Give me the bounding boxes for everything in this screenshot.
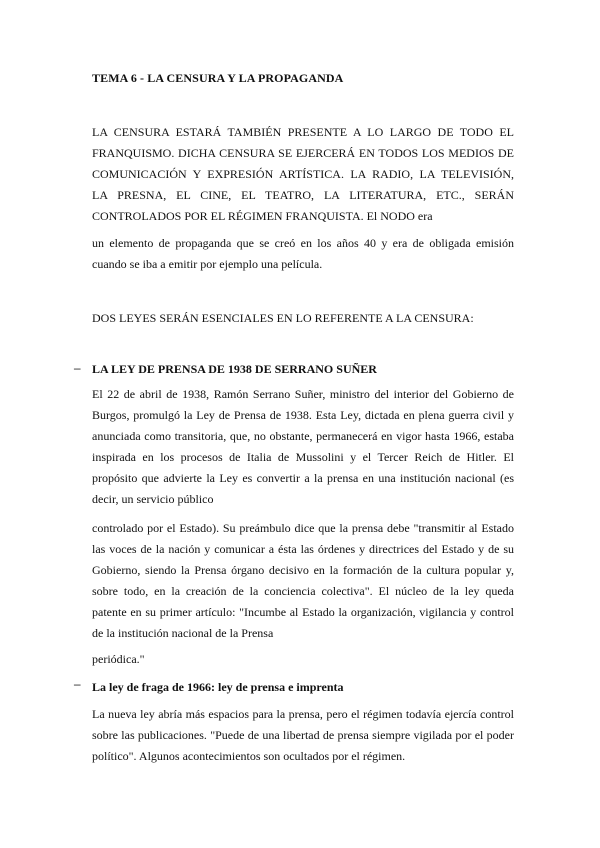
leyes-intro (92, 308, 514, 329)
ley2-paragraph (92, 704, 514, 767)
ley1-paragraph-3 (92, 649, 514, 670)
text-line: político". Algunos acontecimientos son ocultados por el régimen. (92, 749, 406, 763)
text-line: de la institución nacional de la Prensa (92, 626, 274, 640)
text-line: COMUNICACIÓN Y EXPRESIÓN ARTÍSTICA. LA RADIO, LA TELEVISIÓN, (92, 167, 514, 181)
ley1-paragraph-1 (92, 384, 514, 510)
ley1-paragraph-2 (92, 518, 514, 644)
text-line: propósito que advierte la Ley es convertir a la prensa en una institución nacional (es (92, 471, 514, 485)
text-line: LA PRESNA, EL CINE, EL TEATRO, LA LITERATURA, ETC., SERÁN (92, 188, 514, 202)
text-line: El 22 de abril de 1938, Ramón Serrano Suñer, ministro del interior del Gobierno de (92, 387, 514, 401)
text-line: las voces de la nación y comunicar a ésta las órdenes y directrices del Estado y de su (92, 542, 514, 556)
text-line: DOS LEYES SERÁN ESENCIALES EN LO REFERENTE A LA CENSURA: (92, 311, 474, 325)
bullet-dash: – (74, 676, 81, 691)
text-line: FRANQUISMO. DICHA CENSURA SE EJERCERÁ EN TODOS LOS MEDIOS DE (92, 146, 514, 160)
text-line: LA CENSURA ESTARÁ TAMBIÉN PRESENTE A LO LARGO DE TODO EL (92, 125, 514, 139)
text-line: anunciada como transitoria, que, no obstante, permanecerá en vigor hasta 1966, estaba (92, 429, 514, 443)
bullet-dash: – (74, 360, 81, 375)
text-line: La nueva ley abría más espacios para la prensa, pero el régimen todavía ejercía control (92, 707, 514, 721)
text-line: inspirada en los procesos de Italia de Mussolini y el Tercer Reich de Hitler. El (92, 450, 514, 464)
text-line: decir, un servicio público (92, 492, 214, 506)
ley1-heading: LA LEY DE PRENSA DE 1938 DE SERRANO SUÑER (92, 362, 377, 376)
text-line: controlado por el Estado). Su preámbulo dice que la prensa debe "transmitir al Estado (92, 521, 514, 535)
text-line: Burgos, promulgó la Ley de Prensa de 1938. Esta Ley, dictada en plena guerra civil y (92, 408, 514, 422)
text-line: cuando se iba a emitir por ejemplo una película. (92, 257, 323, 271)
text-line: patente en su primer artículo: "Incumbe al Estado la organización, vigilancia y control (92, 605, 514, 619)
text-line: Gobierno, siendo la Prensa órgano decisivo en la formación de la cultura popular y, (92, 563, 514, 577)
page-title: TEMA 6 - LA CENSURA Y LA PROPAGANDA (92, 71, 344, 85)
nodo-paragraph (92, 233, 514, 275)
text-line: un elemento de propaganda que se creó en los años 40 y era de obligada emisión (92, 236, 514, 250)
ley2-heading: La ley de fraga de 1966: ley de prensa e imprenta (92, 680, 344, 694)
text-line: periódica." (92, 652, 145, 666)
text-line: sobre las publicaciones. "Puede de una libertad de prensa siempre vigilada por el poder (92, 728, 514, 742)
intro-paragraph (92, 122, 514, 227)
text-line: sobre todo, en la creación de la conciencia colectiva". El núcleo de la ley queda (92, 584, 514, 598)
text-line: CONTROLADOS POR EL RÉGIMEN FRANQUISTA. El NODO era (92, 209, 433, 223)
